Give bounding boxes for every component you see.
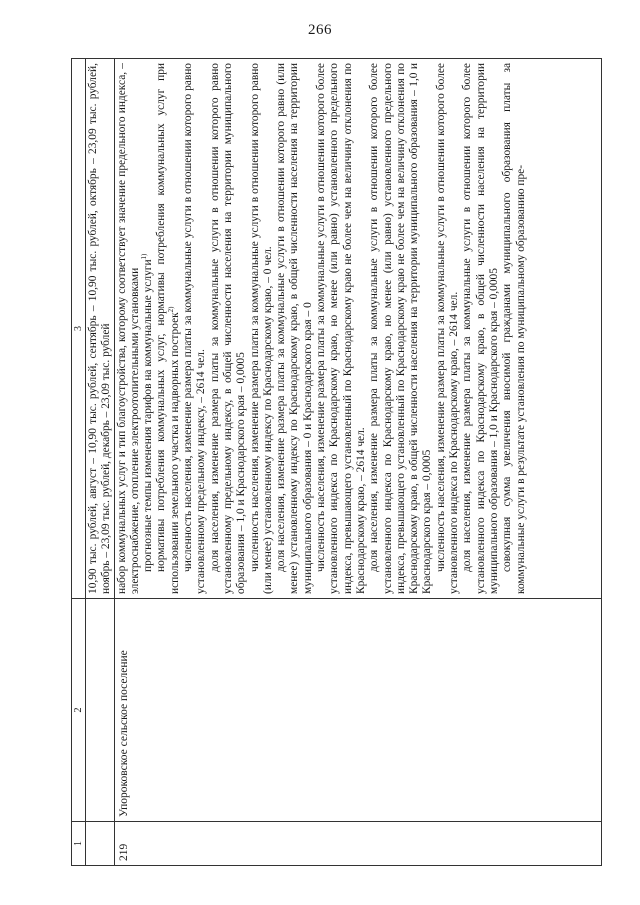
description-paragraph xyxy=(116,63,143,594)
paragraph-text: нормативы потребления коммунальных услуг, нормативы потребления коммунальных услуг при использовании земельного участка и надворных построек xyxy=(155,63,181,594)
description-text xyxy=(115,59,528,598)
paragraph-text: численность населения, изменение размера платы за коммунальные услуги в отношении которого более установленного индекса по Краснодарскому краю, – 2614 чел. xyxy=(434,63,461,594)
description-paragraph xyxy=(275,63,315,594)
paragraph-text: совокупная сумма увеличения вносимой гражданами муниципального образования платы за коммунальные услуги в результате установления по муниципальному образованию пре- xyxy=(501,63,527,594)
paragraph-text: прогнозные темпы изменения тарифов на коммунальные услуги xyxy=(142,259,155,572)
paragraph-text: доля населения, изменение размера платы за коммунальные услуги в отношении которого равно (или менее) установленному индексу по Краснодарскому краю, в общей численности населения на территории муниципального образования – 0 и Краснодарского края – 0 xyxy=(275,63,314,594)
paragraph-text: численность населения, изменение размера платы за коммунальные услуги в отношении которого более установленного индекса по Краснодарскому краю, но менее (или равно) установленного предельного индекса, превышающего установленный по Краснодарскому краю не более чем на величину отклонения по Краснодарскому краю, – 2614 чел. xyxy=(315,63,367,594)
continuation-row xyxy=(86,59,115,866)
header-col-1: 1 xyxy=(72,822,86,866)
continuation-cell-2 xyxy=(86,599,115,822)
description-paragraph xyxy=(461,63,501,594)
description-paragraph xyxy=(182,63,209,594)
paragraph-text: доля населения, изменение размера платы за коммунальные услуги в отношении которого более установленного индекса по Краснодарскому краю, в общей численности населения на территории муниципального образования – 1,0 и Краснодарского края – 0,0005 xyxy=(461,63,500,594)
paragraph-text: набор коммунальных услуг и тип благоустройства, которому соответствует значение предельного индекса, – электроснабжение, отопление электроотопительными установками xyxy=(115,63,141,594)
data-table xyxy=(71,58,602,866)
rotated-table-area xyxy=(71,58,602,866)
footnote-mark: 2) xyxy=(166,306,175,313)
paragraph-text: численность населения, изменение размера платы за коммунальные услуги в отношении которого равно (или менее) установленному индексу по Краснодарскому краю, – 0 чел. xyxy=(248,63,274,594)
description-paragraph xyxy=(501,63,528,594)
description-paragraph xyxy=(142,63,155,594)
description-paragraph xyxy=(315,63,368,594)
description-cell xyxy=(114,59,601,599)
description-paragraph xyxy=(209,63,249,594)
table-row xyxy=(114,59,601,866)
continuation-text: 10,90 тыс. рублей, август – 10,90 тыс. рублей, сентябрь – 10,90 тыс. рублей, октябрь – 23,09 тыс. рублей, ноябрь – 23,09 тыс. рублей, декабрь – 23,09 тыс. рублей xyxy=(87,63,113,594)
paragraph-text: доля населения, изменение размера платы за коммунальные услуги в отношении которого равно установленному предельному индексу, в общей численности населения на территории муниципального образования – 1,0 и Краснодарского края – 0,0005 xyxy=(208,63,248,594)
page-number: 266 xyxy=(308,22,332,38)
paragraph-text: доля населения, изменение размера платы за коммунальные услуги в отношении которого более установленного индекса по Краснодарскому краю, но менее (или равно) установленного предельного индекса, превышающего установленный по Краснодарскому краю не более чем на величину отклонения по Краснодарскому краю, в общей численности населения на территории муниципального образования – 1,0 и Краснодарского края – 0,0005 xyxy=(368,63,434,594)
description-paragraph xyxy=(368,63,434,594)
continuation-cell-3 xyxy=(86,59,115,599)
settlement-name: Упорoковское сельское поселение xyxy=(114,599,601,822)
header-col-3: 3 xyxy=(72,59,86,599)
description-paragraph xyxy=(155,63,182,594)
footnote-mark: 1) xyxy=(140,253,149,260)
row-number: 219 xyxy=(114,822,601,866)
rotated-table-frame xyxy=(71,58,602,866)
description-paragraph xyxy=(249,63,276,594)
description-paragraph xyxy=(435,63,462,594)
table-header-row xyxy=(72,59,86,866)
header-col-2: 2 xyxy=(72,599,86,822)
paragraph-text: численность населения, изменение размера платы за коммунальные услуги в отношении которого равно установленному предельному индексу, – 2614 чел. xyxy=(182,63,208,594)
continuation-cell-1 xyxy=(86,822,115,866)
